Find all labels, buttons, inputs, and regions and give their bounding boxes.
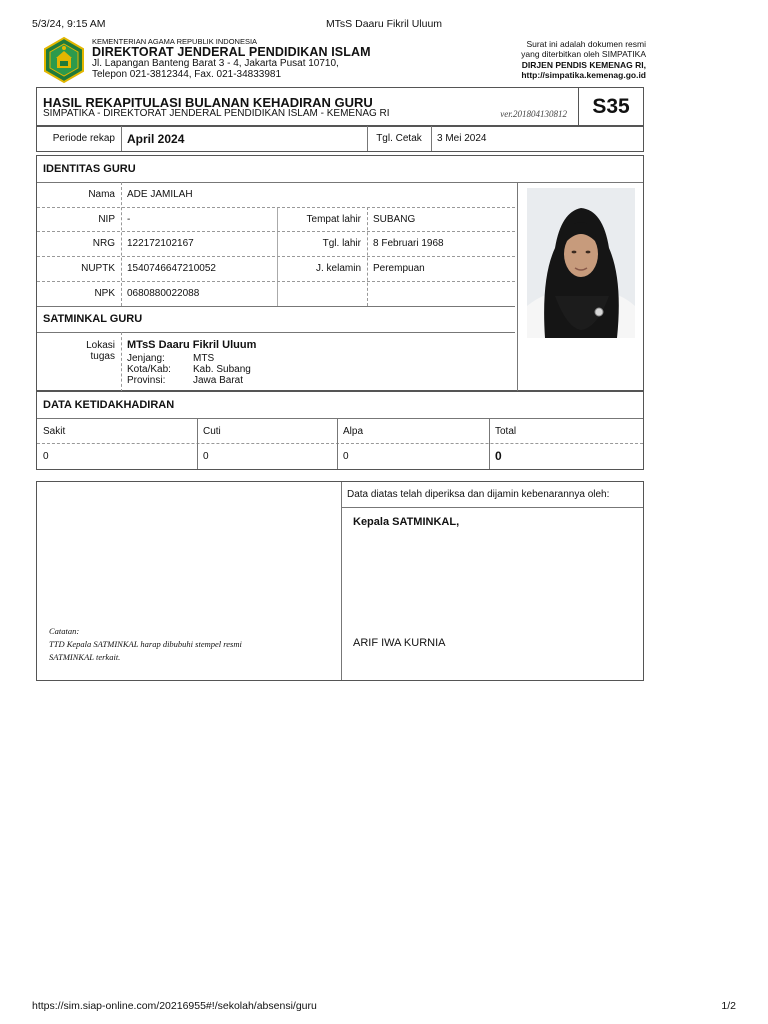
official-note xyxy=(521,39,646,80)
tgl-lahir-label: Tgl. lahir xyxy=(322,238,361,249)
nama-label: Nama xyxy=(88,189,115,200)
print-date-label: Tgl. Cetak xyxy=(376,133,422,144)
report-title: HASIL REKAPITULASI BULANAN KEHADIRAN GURU xyxy=(43,95,373,110)
nip-label: NIP xyxy=(98,214,115,225)
tempat-lahir-label: Tempat lahir xyxy=(306,214,361,225)
ministry-name: KEMENTERIAN AGAMA REPUBLIK INDONESIA xyxy=(92,37,258,46)
jkel-value: Perempuan xyxy=(373,263,425,274)
satminkal-details xyxy=(127,339,256,386)
address-line-2: Telepon 021-3812344, Fax. 021-34833981 xyxy=(92,68,282,80)
alpa-header: Alpa xyxy=(343,426,364,437)
alpa-value: 0 xyxy=(343,451,349,462)
total-header: Total xyxy=(495,426,517,437)
tgl-lahir-value: 8 Februari 1968 xyxy=(373,238,444,249)
sakit-header: Sakit xyxy=(43,426,66,437)
report-code: S35 xyxy=(578,88,643,126)
nrg-value: 122172102167 xyxy=(127,238,194,249)
report-subtitle: SIMPATIKA - DIREKTORAT JENDERAL PENDIDIKAN ISLAM - KEMENAG RI xyxy=(43,108,390,119)
address-line-1: Jl. Lapangan Banteng Barat 3 - 4, Jakarta Pusat 10710, xyxy=(92,58,339,69)
period-box xyxy=(36,125,644,152)
print-page-number: 1/2 xyxy=(721,1000,736,1012)
kemenag-logo-icon xyxy=(40,36,88,84)
catatan-note xyxy=(49,625,242,665)
identity-section-title: IDENTITAS GURU xyxy=(43,163,136,175)
catatan-line-1: TTD Kepala SATMINKAL harap dibubuhi stempel resmi xyxy=(49,639,242,650)
cuti-value: 0 xyxy=(203,451,209,462)
report-title-box xyxy=(36,87,644,127)
period-value: April 2024 xyxy=(127,131,185,146)
signer-role: Kepala SATMINKAL, xyxy=(353,516,460,528)
teacher-photo xyxy=(527,188,635,338)
total-value: 0 xyxy=(495,449,502,463)
official-note-url: http://simpatika.kemenag.go.id xyxy=(521,70,646,81)
catatan-line-2: SATMINKAL terkait. xyxy=(49,652,121,663)
npk-value: 0680880022088 xyxy=(127,288,200,299)
lokasi-tugas-label: Lokasi tugas xyxy=(86,340,115,362)
print-footer xyxy=(32,1000,736,1014)
sakit-value: 0 xyxy=(43,451,49,462)
print-url: https://sim.siap-online.com/20216955#!/sekolah/absensi/guru xyxy=(32,1000,317,1012)
official-note-line-3: DIRJEN PENDIS KEMENAG RI, xyxy=(521,59,646,70)
organization-block xyxy=(92,38,371,80)
official-note-line-2: yang diterbitkan oleh SIMPATIKA xyxy=(521,49,646,60)
jenjang-row: Jenjang: MTS xyxy=(127,353,215,364)
nama-value: ADE JAMILAH xyxy=(127,189,193,200)
cuti-header: Cuti xyxy=(203,426,221,437)
school-name: MTsS Daaru Fikril Uluum xyxy=(127,339,257,351)
signature-box xyxy=(36,481,644,681)
catatan-title: Catatan: xyxy=(49,626,80,636)
report-version: ver.201804130812 xyxy=(500,109,567,119)
provinsi-row: Provinsi: Jawa Barat xyxy=(127,375,244,386)
print-title: MTsS Daaru Fikril Uluum xyxy=(325,18,443,30)
period-label: Periode rekap xyxy=(52,133,115,144)
print-datetime: 5/3/24, 9:15 AM xyxy=(32,18,106,30)
tempat-lahir-value: SUBANG xyxy=(373,214,416,225)
letterhead xyxy=(38,36,646,86)
satminkal-section-title: SATMINKAL GURU xyxy=(43,313,143,325)
verification-statement: Data diatas telah diperiksa dan dijamin kebenarannya oleh: xyxy=(347,489,610,500)
print-header xyxy=(32,18,736,32)
nuptk-label: NUPTK xyxy=(81,263,115,274)
official-note-line-1: Surat ini adalah dokumen resmi xyxy=(526,39,646,49)
npk-label: NPK xyxy=(94,288,115,299)
signer-name: ARIF IWA KURNIA xyxy=(353,637,446,649)
nip-value: - xyxy=(127,214,131,225)
nuptk-value: 1540746647210052 xyxy=(127,263,216,274)
directorate-name: DIREKTORAT JENDERAL PENDIDIKAN ISLAM xyxy=(92,44,371,59)
identity-box xyxy=(36,155,644,391)
jkel-label: J. kelamin xyxy=(315,263,361,274)
absence-box xyxy=(36,391,644,470)
kota-row: Kota/Kab: Kab. Subang xyxy=(127,364,251,375)
absence-section-title: DATA KETIDAKHADIRAN xyxy=(43,399,175,411)
nrg-label: NRG xyxy=(92,238,115,249)
print-date-value: 3 Mei 2024 xyxy=(437,133,487,144)
